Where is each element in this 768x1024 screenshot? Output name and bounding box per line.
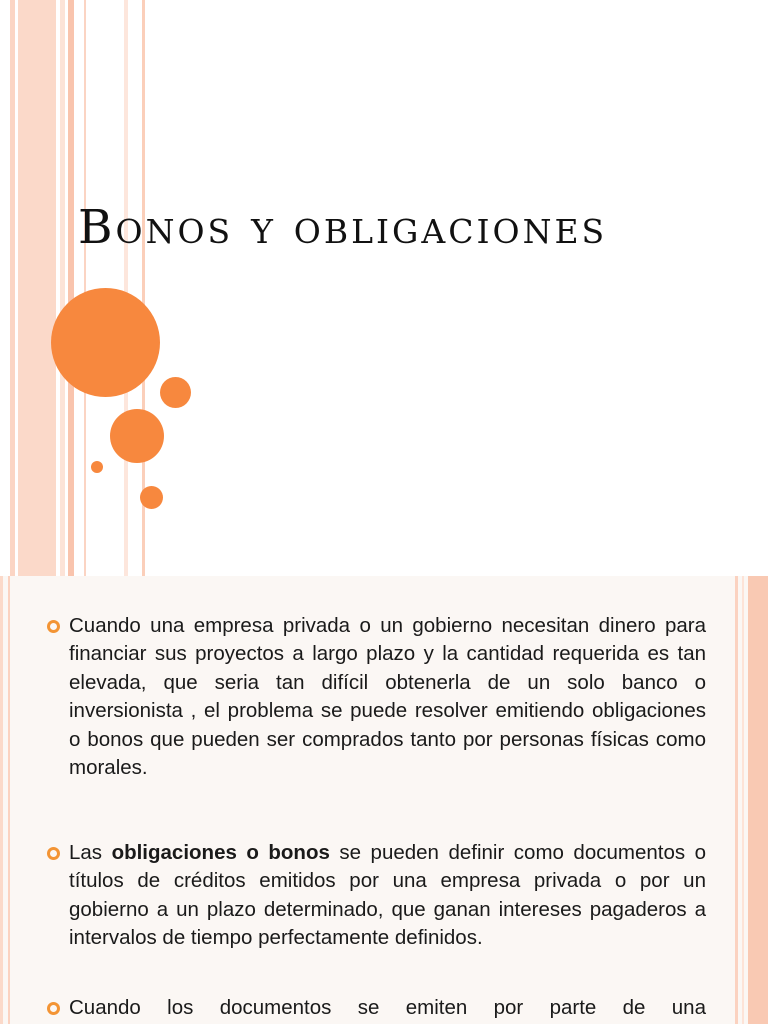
bullet-item xyxy=(69,612,706,782)
decorative-stripe xyxy=(124,0,128,576)
bullet-text: Las obligaciones o bonos se pueden definir como documentos o títulos de créditos emitidos por una empresa privada o por un gobierno a un plazo determinado, que ganan intereses pagaderos a intervalos de tiempo perfectamente definidos. xyxy=(69,841,706,950)
content-slide xyxy=(0,576,768,1024)
bullet-list xyxy=(0,576,768,1024)
small-orange-circle xyxy=(160,377,191,408)
bullet-item xyxy=(69,994,706,1022)
decorative-stripe xyxy=(60,0,65,576)
bullet-circle-icon xyxy=(47,847,60,860)
bullet-circle-icon xyxy=(47,1002,60,1015)
large-orange-circle xyxy=(51,288,160,397)
decorative-stripe xyxy=(68,0,74,576)
medium-orange-circle xyxy=(110,409,164,463)
bullet-text: Cuando una empresa privada o un gobierno necesitan dinero para financiar sus proyectos a largo plazo y la cantidad requerida es tan elevada, que seria tan difícil obtenerla de un solo banco o inversionista , el problema se puede resolver emitiendo obligaciones o bonos que pueden ser comprados tanto por personas físicas como morales. xyxy=(69,614,706,780)
bullet-circle-icon xyxy=(47,620,60,633)
bold-term: obligaciones o bonos xyxy=(111,841,330,864)
bullet-item xyxy=(69,839,706,953)
decorative-stripe xyxy=(10,0,15,576)
bullet-text: Cuando los documentos se emiten por parte de una xyxy=(69,996,706,1019)
tiny-orange-circle xyxy=(91,461,103,473)
small-orange-circle xyxy=(140,486,163,509)
decorative-stripe xyxy=(18,0,56,576)
decorative-stripe xyxy=(84,0,86,576)
slide-title: Bonos y obligaciones xyxy=(78,200,608,255)
